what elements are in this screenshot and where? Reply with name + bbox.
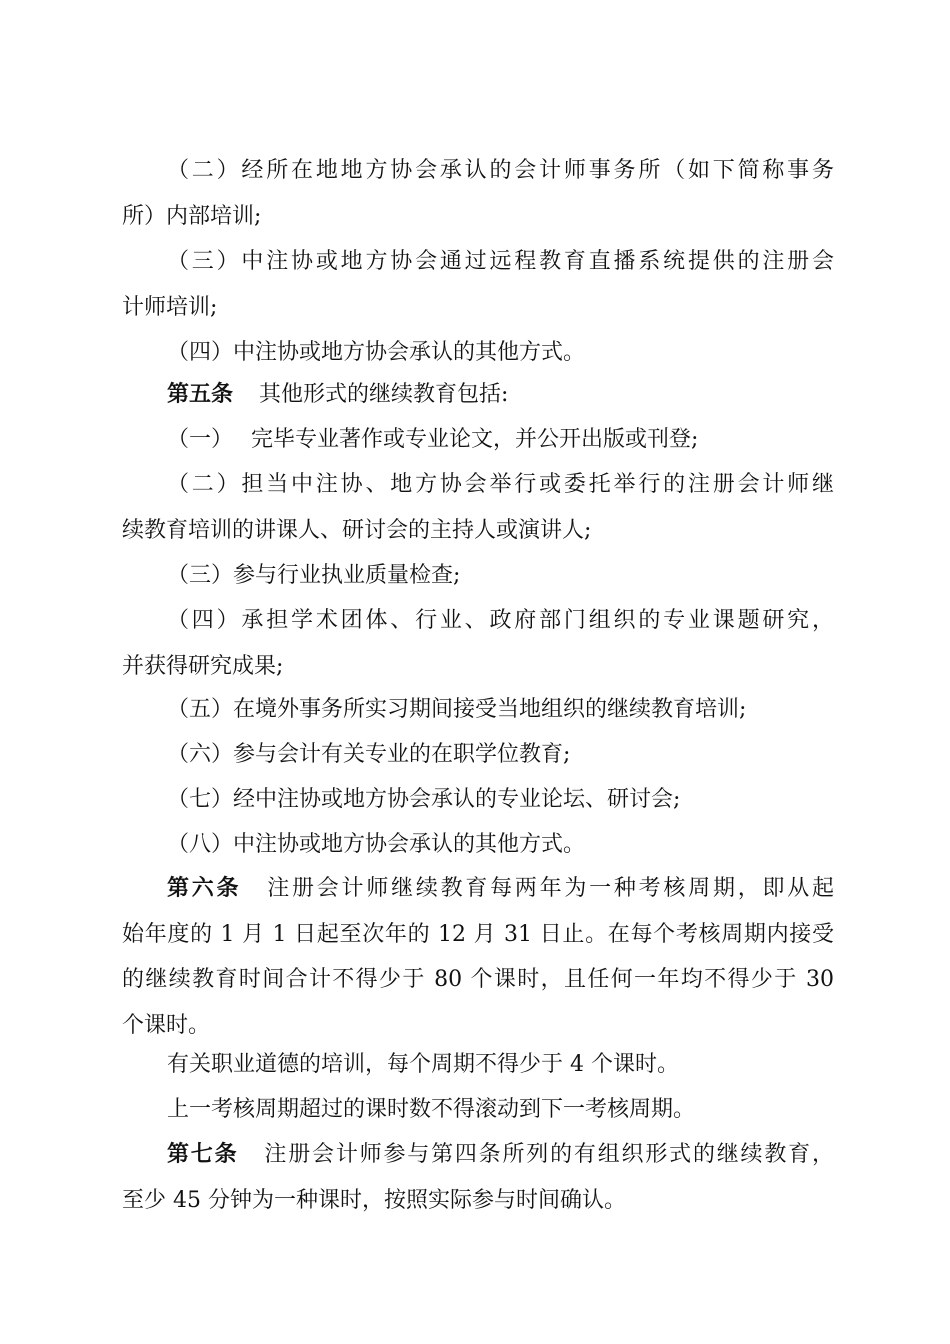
text-line: （三）中注协或地方协会通过远程教育直播系统提供的注册会 xyxy=(167,249,834,274)
paragraph-item-5 xyxy=(122,687,834,733)
text-line: 始年度的 1 月 1 日起至次年的 12 月 31 日止。在每个考核周期内接受 xyxy=(122,921,834,947)
text-line: （六）参与会计有关专业的在职学位教育; xyxy=(167,742,571,767)
text-line: （八）中注协或地方协会承认的其他方式。 xyxy=(167,832,586,857)
paragraph-item-1 xyxy=(122,417,834,463)
paragraph-item-4 xyxy=(122,330,834,376)
article-label: 第五条 xyxy=(167,381,234,407)
text-line: 注册会计师继续教育每两年为一种考核周期，即从起 xyxy=(267,876,834,901)
text-line: （二）担当中注协、地方协会举行或委托举行的注册会计师继 xyxy=(167,472,834,497)
text-line: （四）承担学术团体、行业、政府部门组织的专业课题研究， xyxy=(167,608,834,633)
text-line: 完毕专业著作或专业论文，并公开出版或刊登; xyxy=(251,427,699,452)
article-7 xyxy=(122,1132,834,1223)
text-line: 所）内部培训; xyxy=(122,203,262,229)
text-line: （四）中注协或地方协会承认的其他方式。 xyxy=(167,340,586,365)
paragraph-item-2b xyxy=(122,462,834,553)
text-line: 续教育培训的讲课人、研讨会的主持人或演讲人; xyxy=(122,517,592,543)
text-line: 计师培训; xyxy=(122,294,218,320)
text-line: 其他形式的继续教育包括: xyxy=(259,382,509,407)
text-line: （三）参与行业执业质量检查; xyxy=(167,563,461,588)
article-label: 第六条 xyxy=(167,875,242,901)
text-line: 并获得研究成果; xyxy=(122,653,284,679)
text-line: （二）经所在地地方协会承认的会计师事务所（如下简称事务 xyxy=(167,158,834,183)
text-line: 的继续教育时间合计不得少于 80 个课时，且任何一年均不得少于 30 xyxy=(122,967,834,992)
text-line: 至少 45 分钟为一种课时，按照实际参与时间确认。 xyxy=(122,1187,626,1213)
paragraph-item-4b xyxy=(122,598,834,689)
article-6 xyxy=(122,866,834,1048)
paragraph-item-3b xyxy=(122,553,834,599)
article-5 xyxy=(122,372,834,418)
text-line: （七）经中注协或地方协会承认的专业论坛、研讨会; xyxy=(167,787,681,812)
paragraph-item-6 xyxy=(122,732,834,778)
text-line: 个课时。 xyxy=(122,1012,211,1038)
text-line: 上一考核周期超过的课时数不得滚动到下一考核周期。 xyxy=(167,1097,696,1122)
text-line: 有关职业道德的培训，每个周期不得少于 4 个课时。 xyxy=(167,1052,679,1077)
paragraph-item-7 xyxy=(122,777,834,823)
text-line: （五）在境外事务所实习期间接受当地组织的继续教育培训; xyxy=(167,697,747,722)
paragraph-item-2 xyxy=(122,148,834,239)
paragraph-item-8 xyxy=(122,822,834,868)
item-prefix: （一） xyxy=(167,427,234,452)
paragraph-ethics xyxy=(122,1042,834,1088)
article-label: 第七条 xyxy=(167,1141,239,1167)
paragraph-item-3 xyxy=(122,239,834,330)
paragraph-rollover xyxy=(122,1087,834,1133)
text-line: 注册会计师参与第四条所列的有组织形式的继续教育， xyxy=(264,1142,834,1167)
